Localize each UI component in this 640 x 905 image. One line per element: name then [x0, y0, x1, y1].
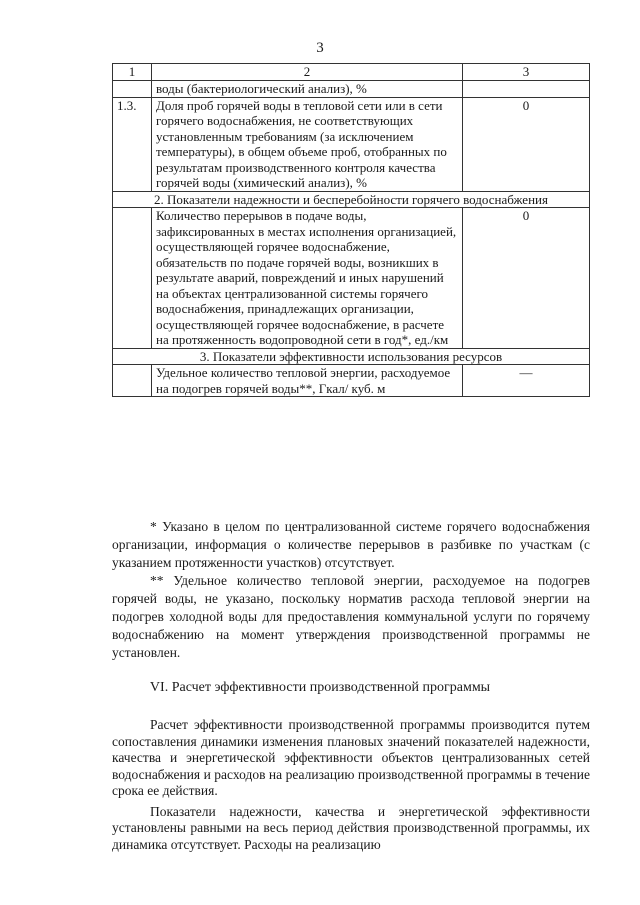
body-text	[112, 717, 590, 857]
paragraph: Показатели надежности, качества и энергетической эффективности установлены равными на весь период действия производственной программы, их динамика отсутствует. Расходы на реализацию	[112, 803, 590, 852]
row-value-cell	[463, 81, 590, 98]
row-value-cell: 0	[463, 208, 590, 349]
row-text-cell: Удельное количество тепловой энергии, расходуемое на подогрев горячей воды**, Гкал/ куб. м	[152, 365, 463, 397]
section-title-cell: 3. Показатели эффективности использования ресурсов	[113, 348, 590, 365]
row-number-cell	[113, 81, 152, 98]
footnote: * Указано в целом по централизованной системе горячего водоснабжения организации, информация о количестве перерывов в разбивке по участкам (с указанием протяженности участков) отсутствует.	[112, 519, 590, 570]
section-title-cell: 2. Показатели надежности и бесперебойности горячего водоснабжения	[113, 191, 590, 208]
row-value-cell: 0	[463, 97, 590, 191]
indicators-table	[112, 63, 590, 397]
table-header-row	[113, 64, 590, 81]
footnote: ** Удельное количество тепловой энергии, расходуемое на подогрев горячей воды, не указано, поскольку норматив расхода тепловой энергии на подогрев холодной воды для предоставления коммунальной услуги по горячему водоснабжению на момент утверждения производственной программы не установлен.	[112, 573, 590, 660]
row-text-cell: Доля проб горячей воды в тепловой сети или в сети горячего водоснабжения, не соответствующих установленным требованиям (за исключением температуры), в общем объеме проб, отобранных по результатам производственного контроля качества горячей воды (химический анализ), %	[152, 97, 463, 191]
table-row	[113, 208, 590, 349]
table-section-row	[113, 191, 590, 208]
row-number-cell	[113, 208, 152, 349]
row-text-cell: Количество перерывов в подаче воды, зафиксированных в местах исполнения организацией, осуществляющей горячее водоснабжение, обязательств по подаче горячей воды, возникших в результате аварий, повреждений и иных нарушений на объектах централизованной системы горячего водоснабжения, принадлежащих организации, осуществляющей горячее водоснабжение, в расчете на протяженность водопроводной сети в год*, ед./км	[152, 208, 463, 349]
row-number-cell	[113, 365, 152, 397]
header-cell-1: 1	[113, 64, 152, 81]
header-cell-2: 2	[152, 64, 463, 81]
table-row	[113, 97, 590, 191]
table-row	[113, 365, 590, 397]
page-number: 3	[316, 40, 324, 56]
row-value-cell: —	[463, 365, 590, 397]
row-number-cell: 1.3.	[113, 97, 152, 191]
paragraph: Расчет эффективности производственной программы производится путем сопоставления динамики изменения плановых значений показателей надежности, качества и энергетической эффективности объектов централизованных сетей водоснабжения и расходов на реализацию производственной программы в течение срока ее действия.	[112, 717, 590, 798]
header-cell-3: 3	[463, 64, 590, 81]
row-text-cell: воды (бактериологический анализ), %	[152, 81, 463, 98]
footnotes	[112, 518, 590, 662]
table-row	[113, 81, 590, 98]
section-heading: VI. Расчет эффективности производственной программы	[149, 680, 491, 695]
table-section-row	[113, 348, 590, 365]
